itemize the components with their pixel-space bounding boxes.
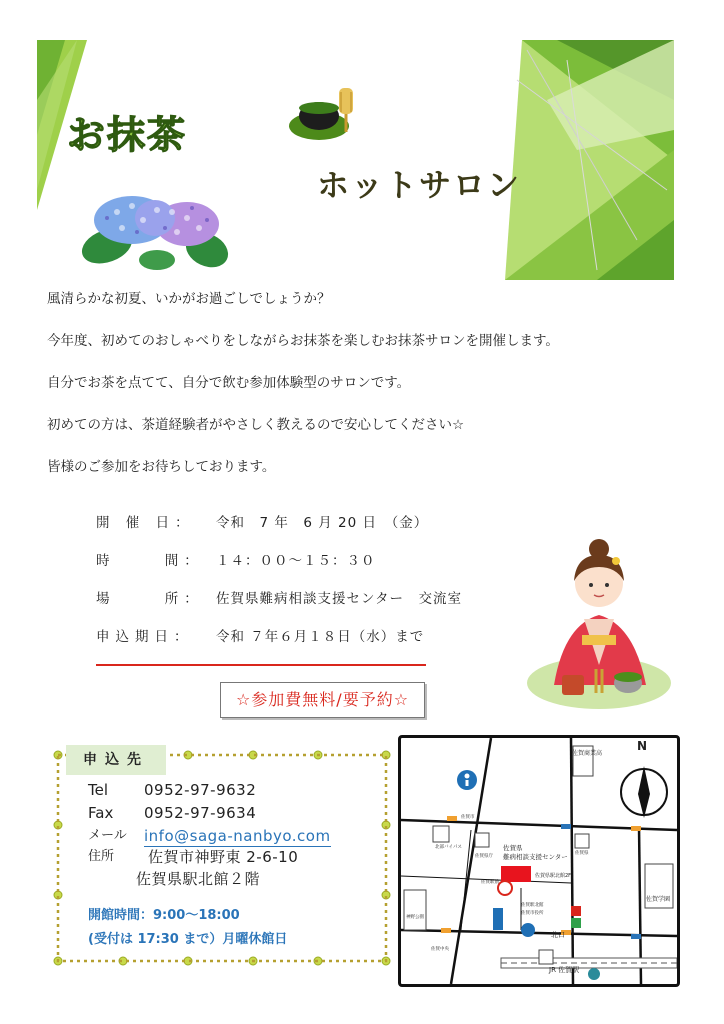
intro-line-2: 今年度、初めてのおしゃべりをしながらお抹茶を楽しむお抹茶サロンを開催します。 xyxy=(47,333,559,349)
svg-text:佐賀県: 佐賀県 xyxy=(503,844,523,852)
addr-label: 住所 xyxy=(88,849,115,864)
date-label: 開 催 日： xyxy=(96,515,195,531)
deadline-row xyxy=(96,628,516,654)
svg-text:JR 佐賀駅: JR 佐賀駅 xyxy=(549,966,580,974)
title-matcha: お抹茶 xyxy=(67,113,188,157)
map-center-marker xyxy=(501,866,531,882)
svg-text:北部バイパス: 北部バイパス xyxy=(435,845,462,850)
free-admission-notice: ☆参加費無料/要予約☆ xyxy=(220,682,425,718)
place-row xyxy=(96,590,516,628)
svg-text:佐賀学園: 佐賀学園 xyxy=(646,896,671,903)
tel-row xyxy=(88,780,257,800)
access-map xyxy=(398,735,680,987)
svg-text:佐賀市: 佐賀市 xyxy=(461,815,475,820)
intro-line-5: 皆様のご参加をお待ちしております。 xyxy=(47,459,276,475)
fax-label: Fax xyxy=(88,804,114,822)
svg-text:佐賀県庁: 佐賀県庁 xyxy=(475,854,493,859)
intro-line-3: 自分でお茶を点てて、自分で飲む参加体験型のサロンです。 xyxy=(47,375,411,391)
svg-text:神野公園: 神野公園 xyxy=(406,915,424,920)
mail-link[interactable]: info@saga-nanbyo.com xyxy=(144,827,331,845)
addr-row xyxy=(88,847,299,867)
fax-row xyxy=(88,803,257,823)
svg-text:佐賀市役所: 佐賀市役所 xyxy=(521,911,544,916)
map-drawing xyxy=(401,738,677,984)
tel-label: Tel xyxy=(88,781,109,799)
time-row xyxy=(96,552,516,590)
date-value: 令和 7 年 6 月 20 日 （金） xyxy=(216,515,429,531)
addr-line-1: 佐賀市神野東 2-6-10 xyxy=(148,848,299,866)
event-details xyxy=(96,514,516,654)
addr-line-2: 佐賀県駅北館２階 xyxy=(136,870,261,888)
tel-value: 0952-97-9632 xyxy=(144,781,257,799)
svg-text:佐賀駅前: 佐賀駅前 xyxy=(481,880,499,885)
intro-line-1: 風清らかな初夏、いかがお過ごしでしょうか？ xyxy=(47,291,331,307)
place-value: 佐賀県難病相談支援センター 交流室 xyxy=(216,591,462,607)
svg-text:佐賀駅北館: 佐賀駅北館 xyxy=(521,903,544,908)
svg-text:佐賀県駅北館2F: 佐賀県駅北館2F xyxy=(535,873,572,879)
hydrangea-icon xyxy=(77,188,237,278)
intro-text xyxy=(47,290,687,500)
mail-label: メール xyxy=(88,828,127,843)
intro-line-4: 初めての方は、茶道経験者がやさしく教えるので安心してください☆ xyxy=(47,417,465,433)
map-north-label: N xyxy=(637,739,648,753)
svg-text:佐賀商業高: 佐賀商業高 xyxy=(572,750,603,757)
matcha-bowl-icon xyxy=(287,80,367,148)
deadline-underline xyxy=(96,664,426,666)
svg-text:北口: 北口 xyxy=(551,931,565,939)
fax-value: 0952-97-9634 xyxy=(144,804,257,822)
svg-text:佐賀中央: 佐賀中央 xyxy=(431,947,449,952)
deadline-value: 令和 ７年６月１８日（水）まで xyxy=(216,629,425,645)
svg-text:佐賀県: 佐賀県 xyxy=(575,851,589,856)
svg-text:難病相談支援センター: 難病相談支援センター xyxy=(503,853,568,861)
hours-line-2: (受付は 17:30 まで）月曜休館日 xyxy=(88,932,288,947)
date-row xyxy=(96,514,516,552)
deadline-label: 申込期日： xyxy=(96,629,194,645)
mail-row xyxy=(88,826,331,846)
tea-ceremony-woman-icon xyxy=(524,535,674,715)
place-label: 場 所： xyxy=(96,591,204,607)
apply-heading: 申込先 xyxy=(66,745,166,775)
title-hot-salon: ホットサロン xyxy=(317,166,522,204)
time-value: １４：００～１５：３０ xyxy=(216,553,376,569)
hours-line-1: 開館時間：9:00～18:00 xyxy=(88,908,240,923)
header-banner xyxy=(37,40,674,280)
time-label: 時 間： xyxy=(96,553,204,569)
